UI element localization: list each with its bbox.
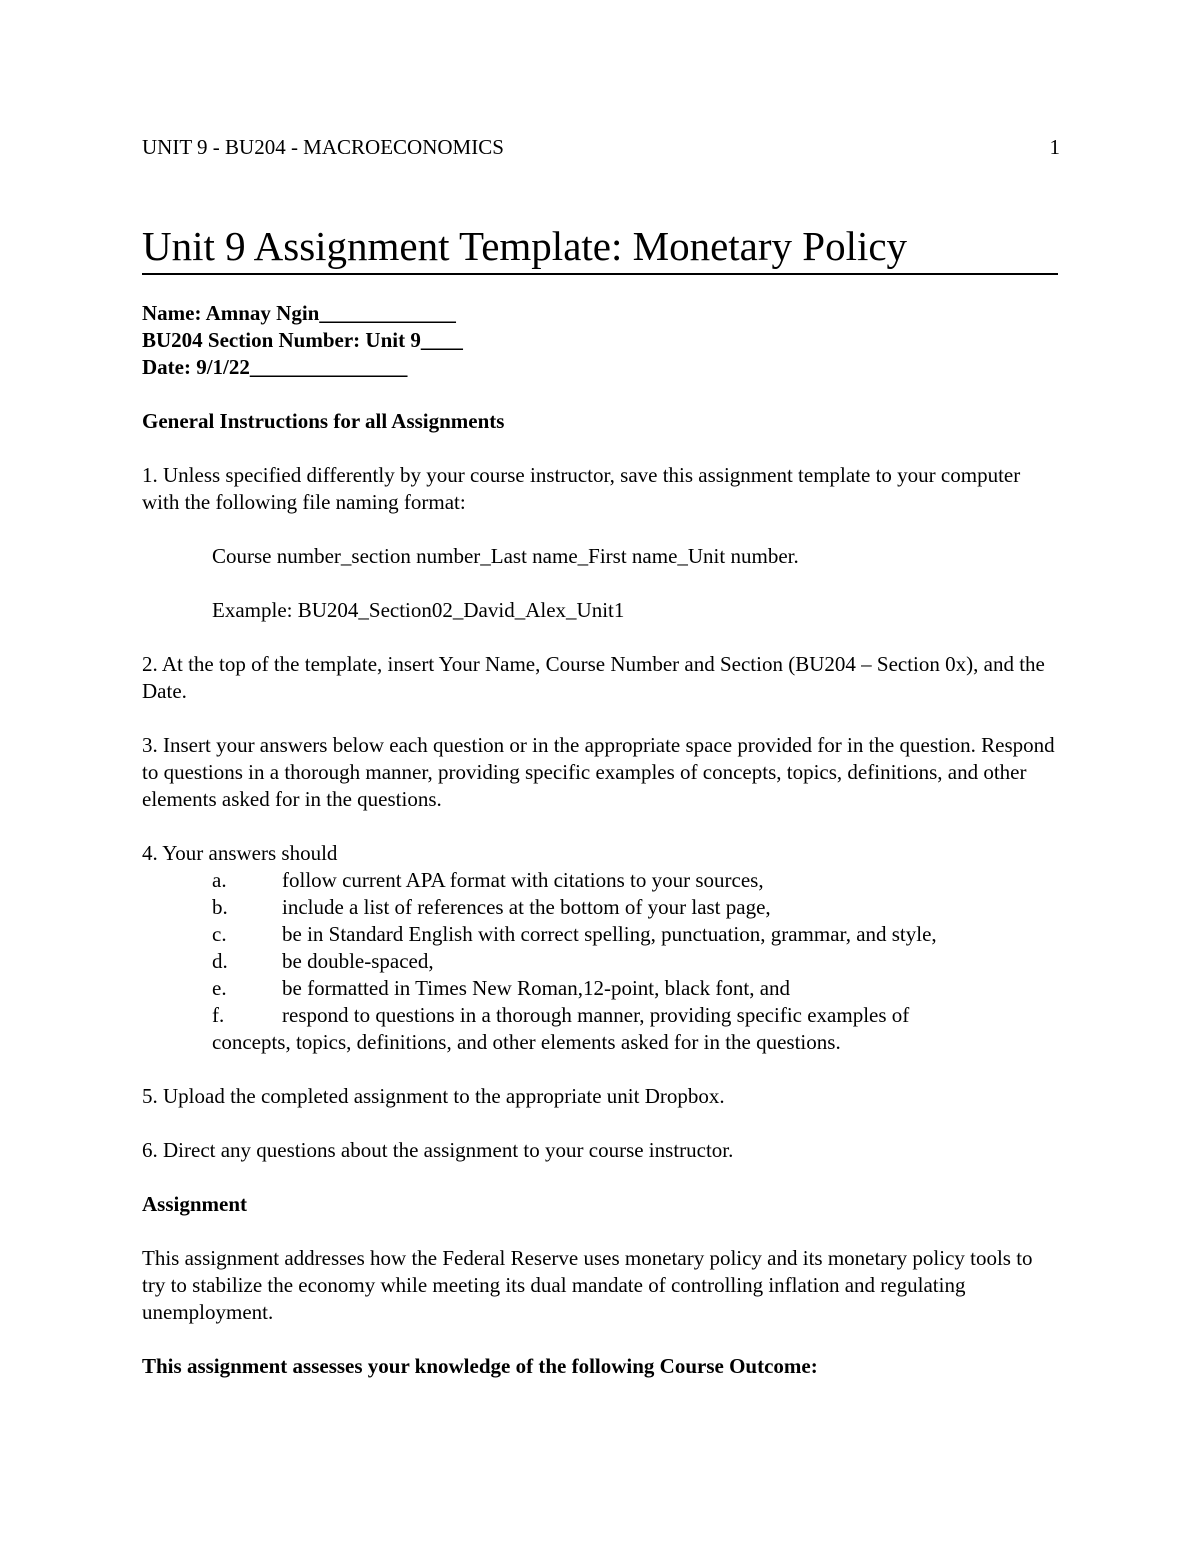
list-item-text: follow current APA format with citations to your sources,: [282, 868, 764, 892]
running-head: [142, 133, 1060, 161]
section-number-line: BU204 Section Number: Unit 9____: [142, 328, 463, 352]
instruction-item-4-intro: 4. Your answers should: [142, 841, 338, 865]
student-name-line: Name: Amnay Ngin_____________: [142, 301, 456, 325]
instruction-item-6: 6. Direct any questions about the assignment to your course instructor.: [142, 1138, 734, 1162]
page-title: Unit 9 Assignment Template: Monetary Policy: [142, 222, 1058, 275]
instruction-item-5: 5. Upload the completed assignment to the appropriate unit Dropbox.: [142, 1084, 725, 1108]
list-item: [142, 921, 1060, 948]
running-head-text: UNIT 9 - BU204 - MACROECONOMICS: [142, 135, 504, 159]
list-item: [142, 867, 1060, 894]
list-item-text: be double-spaced,: [282, 949, 434, 973]
list-item-letter: e.: [212, 976, 227, 1000]
list-item: [142, 1002, 1060, 1029]
course-outcome-heading: This assignment assesses your knowledge of the following Course Outcome:: [142, 1354, 818, 1378]
list-item-letter: d.: [212, 949, 228, 973]
list-item: [142, 948, 1060, 975]
general-instructions-heading: General Instructions for all Assignments: [142, 409, 505, 433]
list-item: [142, 975, 1060, 1002]
list-item-continuation: concepts, topics, definitions, and other elements asked for in the questions.: [212, 1030, 841, 1054]
instruction-item-3: 3. Insert your answers below each question or in the appropriate space provided for in the question. Respond to questions in a thorough manner, providing specific examples of concepts, topics, definitions, and other elements asked for in the questions.: [142, 733, 1055, 811]
list-item-letter: a.: [212, 868, 227, 892]
list-item-letter: f.: [212, 1003, 225, 1027]
list-item: [142, 894, 1060, 921]
assignment-description: This assignment addresses how the Federal Reserve uses monetary policy and its monetary policy tools to try to stabilize the economy while meeting its dual mandate of controlling inflation and regulating unemployment.: [142, 1246, 1033, 1324]
document-body: [142, 300, 1060, 1380]
date-line: Date: 9/1/22_______________: [142, 355, 408, 379]
list-item-letter: c.: [212, 922, 227, 946]
list-item-text: include a list of references at the bottom of your last page,: [282, 895, 771, 919]
assignment-heading: Assignment: [142, 1192, 248, 1216]
page-number: 1: [1049, 135, 1060, 159]
list-item-text: respond to questions in a thorough manner, providing specific examples of: [282, 1003, 910, 1027]
list-item-text: be formatted in Times New Roman,12-point, black font, and: [282, 976, 791, 1000]
naming-format: Course number_section number_Last name_First name_Unit number.: [212, 544, 799, 568]
naming-example: Example: BU204_Section02_David_Alex_Unit1: [212, 598, 625, 622]
list-item-letter: b.: [212, 895, 228, 919]
list-item-text: be in Standard English with correct spelling, punctuation, grammar, and style,: [282, 922, 937, 946]
instruction-item-1: 1. Unless specified differently by your course instructor, save this assignment template to your computer with the following file naming format:: [142, 463, 1021, 514]
instruction-item-2: 2. At the top of the template, insert Your Name, Course Number and Section (BU204 – Section 0x), and the Date.: [142, 652, 1045, 703]
